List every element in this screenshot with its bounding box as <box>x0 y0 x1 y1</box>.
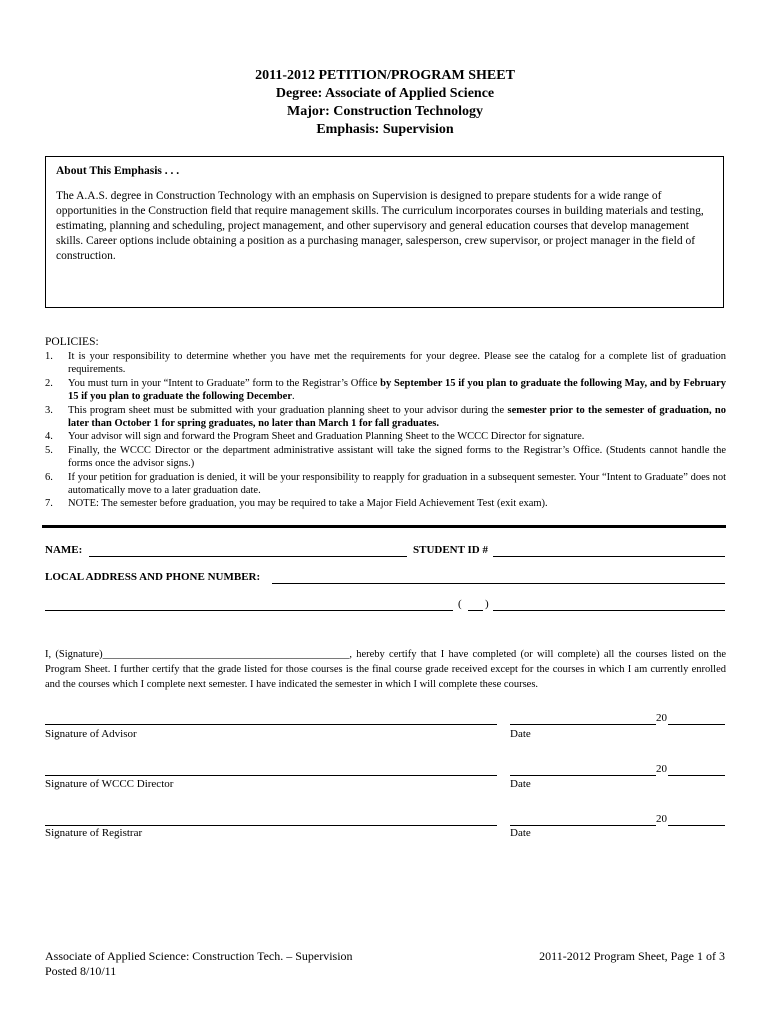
title-line-1: 2011-2012 PETITION/PROGRAM SHEET <box>255 68 515 83</box>
footer-program: Associate of Applied Science: Construction Tech. – Supervision <box>45 949 353 963</box>
advisor-signature-line[interactable] <box>45 724 497 725</box>
registrar-date-line[interactable] <box>510 825 656 826</box>
director-date-label: Date <box>510 778 531 790</box>
about-heading: About This Emphasis . . . <box>56 165 180 177</box>
title-emphasis: Emphasis: Supervision <box>316 122 454 137</box>
advisor-date-line[interactable] <box>510 724 656 725</box>
address-field-line-2[interactable] <box>45 610 453 611</box>
director-year-prefix: 20 <box>656 763 667 775</box>
policy-item: 3. This program sheet must be submitted with your graduation planning sheet to your advisor during the semester prior to the semester of graduation, no later than October 1 for spring graduates, no later than March 1 for fall graduates. <box>45 404 726 430</box>
phone-number-field[interactable] <box>493 610 725 611</box>
policy-item: 7. NOTE: The semester before graduation, you may be required to take a Major Field Achievement Test (exit exam). <box>45 498 548 510</box>
director-date-line[interactable] <box>510 775 656 776</box>
registrar-signature-label: Signature of Registrar <box>45 827 143 839</box>
student-id-label: STUDENT ID # <box>413 544 488 556</box>
certification-statement: I, (Signature)_______________________________________________, hereby certify that I have completed (or will complete) all the courses listed on the Program Sheet. I further certify that the grade listed for those courses is the final course grade received except for the courses in which I am currently enrolled and the courses which I complete next semester. I have indicated the semester in which I will complete these courses. <box>45 649 726 690</box>
advisor-date-label: Date <box>510 728 531 740</box>
name-label: NAME: <box>45 544 83 556</box>
footer-page-number: 2011-2012 Program Sheet, Page 1 of 3 <box>539 949 725 963</box>
policy-item: 4. Your advisor will sign and forward the Program Sheet and Graduation Planning Sheet to the WCCC Director for signature. <box>45 431 585 443</box>
footer-left <box>45 949 353 979</box>
phone-paren-open: ( <box>458 598 462 610</box>
name-field[interactable] <box>89 556 407 557</box>
phone-paren-close: ) <box>485 598 489 610</box>
about-emphasis-box <box>45 156 724 308</box>
advisor-signature-label: Signature of Advisor <box>45 728 137 740</box>
student-id-field[interactable] <box>493 556 725 557</box>
about-body: The A.A.S. degree in Construction Technology with an emphasis on Supervision is designed to prepare students for a wide range of opportunities in the Construction field that require management skills. The curriculum incorporates courses in building materials and testing, estimating, planning and scheduling, project management, and other supervisory and general education courses that develop management skills. Career options include obtaining a position as a purchasing manager, salesperson, crew supervisor, or project manager in the field of construction. <box>56 190 704 262</box>
director-signature-line[interactable] <box>45 775 497 776</box>
advisor-year-line[interactable] <box>668 724 725 725</box>
policies-list <box>45 350 726 511</box>
policies-heading: POLICIES: <box>45 336 99 348</box>
section-divider <box>42 525 726 528</box>
footer-posted-date: Posted 8/10/11 <box>45 964 117 978</box>
director-year-line[interactable] <box>668 775 725 776</box>
title-major: Major: Construction Technology <box>287 104 483 119</box>
registrar-signature-line[interactable] <box>45 825 497 826</box>
registrar-date-label: Date <box>510 827 531 839</box>
title-degree: Degree: Associate of Applied Science <box>275 86 495 101</box>
policy-item: 2. You must turn in your “Intent to Graduate” form to the Registrar’s Office by September 15 if you plan to graduate the following May, and by February 15 if you plan to graduate the following December. <box>45 377 726 403</box>
policy-item: 6. If your petition for graduation is denied, it will be your responsibility to reapply for graduation in a subsequent semester. Your “Intent to Graduate” does not automatically move to a later graduation date. <box>45 471 726 497</box>
policy-item: 5. Finally, the WCCC Director or the department administrative assistant will take the signed forms to the Registrar’s Office. (Students cannot handle the forms once the advisor signs.) <box>45 444 726 470</box>
address-label: LOCAL ADDRESS AND PHONE NUMBER: <box>45 571 261 583</box>
registrar-year-prefix: 20 <box>656 813 667 825</box>
address-field[interactable] <box>272 583 725 584</box>
advisor-year-prefix: 20 <box>656 712 667 724</box>
phone-area-code-field[interactable] <box>468 610 483 611</box>
policy-item: 1. It is your responsibility to determine whether you have met the requirements for your degree. Please see the catalog for a complete list of graduation requirements. <box>45 351 726 376</box>
registrar-year-line[interactable] <box>668 825 725 826</box>
director-signature-label: Signature of WCCC Director <box>45 778 174 790</box>
